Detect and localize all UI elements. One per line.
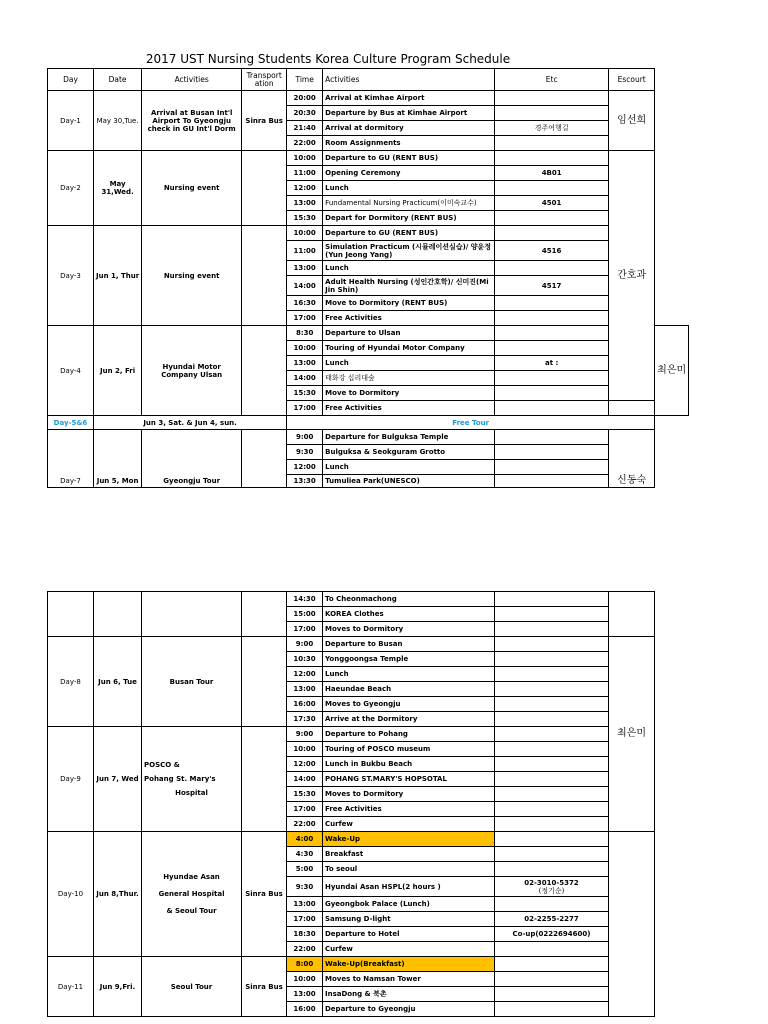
day7-cont-transport [242, 592, 287, 637]
etc-cell [495, 445, 609, 460]
day8-date: Jun 6, Tue [94, 637, 142, 727]
etc-cell [495, 987, 609, 1002]
etc-cell [495, 326, 609, 341]
activity-cell: Lunch [323, 181, 495, 196]
etc-cell [495, 592, 609, 607]
day10-day: Day-10 [48, 832, 94, 957]
time-cell: 13:00 [287, 897, 323, 912]
time-cell: 15:30 [287, 386, 323, 401]
day3-transport [242, 226, 287, 326]
day10-activities-line1: Hyundae Asan [163, 872, 220, 881]
etc-cell [495, 211, 609, 226]
time-cell: 10:00 [287, 341, 323, 356]
etc-cell: 02-2255-2277 [495, 912, 609, 927]
activity-cell: Moves to Namsan Tower [323, 972, 495, 987]
day1-transport: Sinra Bus [242, 91, 287, 151]
time-cell: 13:00 [287, 261, 323, 276]
day7-cont-activities [142, 592, 242, 637]
etc-cell [495, 91, 609, 106]
etc-cell: 4516 [495, 241, 609, 261]
activity-cell: Samsung D-light [323, 912, 495, 927]
activity-cell: Bulguksa & Seokguram Grotto [323, 445, 495, 460]
time-cell: 9:30 [287, 445, 323, 460]
activity-cell: Lunch [323, 667, 495, 682]
time-cell: 16:00 [287, 697, 323, 712]
activity-cell: Moves to Dormitory [323, 787, 495, 802]
day1-date: May 30,Tue. [94, 91, 142, 151]
activity-cell: Depart for Dormitory (RENT BUS) [323, 211, 495, 226]
etc-cell [495, 712, 609, 727]
day7-cont-date [94, 592, 142, 637]
time-cell: 14:00 [287, 772, 323, 787]
time-cell: 11:00 [287, 241, 323, 261]
activity-cell: Arrive at the Dormitory [323, 712, 495, 727]
activity-cell: Tumuliea Park(UNESCO) [323, 475, 495, 488]
etc-cell: 4501 [495, 196, 609, 211]
day10-escort [609, 832, 655, 1017]
free-tour-row [48, 416, 689, 430]
activity-cell: Departure to Gyeongju [323, 1002, 495, 1017]
etc-cell [495, 802, 609, 817]
etc-cell [495, 652, 609, 667]
day3-activities: Nursing event [142, 226, 242, 326]
time-cell: 22:00 [287, 942, 323, 957]
time-cell: 22:00 [287, 136, 323, 151]
activity-cell: Free Activities [323, 802, 495, 817]
day3-day: Day-3 [48, 226, 94, 326]
time-cell: 11:00 [287, 166, 323, 181]
etc-cell [495, 862, 609, 877]
day7-cont-escort [609, 592, 655, 637]
activity-cell: Free Activities [323, 311, 495, 326]
activity-cell: POHANG ST.MARY'S HOPSOTAL [323, 772, 495, 787]
day10-activities-line3: & Seoul Tour [166, 906, 217, 915]
activity-cell: Arrival at Kimhae Airport [323, 91, 495, 106]
time-cell: 16:30 [287, 296, 323, 311]
etc-cell [495, 637, 609, 652]
day56-date: Jun 3, Sat. & Jun 4, sun. [94, 416, 287, 430]
activity-cell: Moves to Gyeongju [323, 697, 495, 712]
time-cell: 5:00 [287, 862, 323, 877]
day11-transport: Sinra Bus [242, 957, 287, 1017]
etc-cell [495, 727, 609, 742]
activity-cell: Adult Health Nursing (성인간호학)/ 신미진(Mi Jin Shin) [323, 276, 495, 296]
day4-activities: Hyundai Motor Company Ulsan [142, 326, 242, 416]
activity-cell: Touring of Hyundai Motor Company [323, 341, 495, 356]
etc-cell [495, 972, 609, 987]
activity-cell: Departure for Bulguksa Temple [323, 430, 495, 445]
header-row [48, 69, 689, 91]
day9-transport [242, 727, 287, 832]
activity-cell: Departure to GU (RENT BUS) [323, 151, 495, 166]
etc-cell [495, 697, 609, 712]
time-cell: 22:00 [287, 817, 323, 832]
time-cell: 12:00 [287, 667, 323, 682]
day9-activities [142, 727, 242, 832]
activity-cell: Wake-Up [323, 832, 495, 847]
header-day: Day [48, 69, 94, 91]
time-cell: 9:30 [287, 877, 323, 897]
time-cell: 18:30 [287, 927, 323, 942]
time-cell: 9:00 [287, 637, 323, 652]
day4-day: Day-4 [48, 326, 94, 416]
time-cell: 8:30 [287, 326, 323, 341]
day10-date: Jun 8,Thur. [94, 832, 142, 957]
time-cell: 4:00 [287, 832, 323, 847]
activity-cell: Opening Ceremony [323, 166, 495, 181]
etc-cell: 경주여행길 [495, 121, 609, 136]
day7-date: Jun 5, Mon [94, 430, 142, 488]
time-cell: 9:00 [287, 727, 323, 742]
activity-cell: Departure to Ulsan [323, 326, 495, 341]
day9-escort: 최은미 [609, 637, 655, 832]
activity-cell: Lunch [323, 261, 495, 276]
etc-cell [495, 430, 609, 445]
page-title: 2017 UST Nursing Students Korea Culture Program Schedule [145, 52, 511, 66]
etc-cell [495, 847, 609, 862]
etc-cell [495, 682, 609, 697]
activity-cell: Curfew [323, 817, 495, 832]
activity-cell: Simulation Practicum (시뮬레이션실습)/ 양윤정(Yun Jeong Yang) [323, 241, 495, 261]
day7-cont-day [48, 592, 94, 637]
activity-cell: To Cheonmachong [323, 592, 495, 607]
etc-cell [495, 757, 609, 772]
day1-escort: 임선희 [609, 91, 655, 151]
activity-cell: Move to Dormitory [323, 386, 495, 401]
etc-cell [495, 475, 609, 488]
etc-cell [495, 772, 609, 787]
day2-day: Day-2 [48, 151, 94, 226]
etc-cell [495, 787, 609, 802]
header-activities: Activities [142, 69, 242, 91]
phone-number: 02-3010-5372 [524, 878, 579, 887]
day9-day: Day-9 [48, 727, 94, 832]
time-cell: 14:00 [287, 371, 323, 386]
time-cell: 13:00 [287, 196, 323, 211]
activity-cell: Haeundae Beach [323, 682, 495, 697]
header-activities-detail: Activities [323, 69, 495, 91]
etc-cell [495, 401, 609, 416]
etc-cell [495, 957, 609, 972]
time-cell: 17:00 [287, 912, 323, 927]
etc-cell [495, 742, 609, 757]
etc-cell [495, 136, 609, 151]
activity-cell: Moves to Dormitory [323, 622, 495, 637]
day4-escort: 최은미 [655, 326, 689, 416]
etc-cell: 4B01 [495, 166, 609, 181]
activity-cell: Lunch [323, 356, 495, 371]
etc-cell: Co-up(0222694600) [495, 927, 609, 942]
etc-cell [495, 106, 609, 121]
etc-cell: 4517 [495, 276, 609, 296]
etc-cell [495, 460, 609, 475]
time-cell: 15:30 [287, 787, 323, 802]
etc-cell [495, 877, 609, 897]
day9-activities-line1: POSCO & [144, 761, 180, 769]
time-cell: 12:00 [287, 181, 323, 196]
day11-date: Jun 9,Fri. [94, 957, 142, 1017]
day56-day: Day-5&6 [48, 416, 94, 430]
time-cell: 21:40 [287, 121, 323, 136]
etc-cell: at : [495, 356, 609, 371]
time-cell: 13:00 [287, 682, 323, 697]
day2-date: May 31,Wed. [94, 151, 142, 226]
day3-date: Jun 1, Thur [94, 226, 142, 326]
activity-cell: Lunch [323, 460, 495, 475]
etc-cell [495, 667, 609, 682]
day9-activities-line3: Hospital [175, 789, 208, 797]
time-cell: 10:00 [287, 226, 323, 241]
etc-cell [495, 296, 609, 311]
header-etc: Etc [495, 69, 609, 91]
time-cell: 14:00 [287, 276, 323, 296]
day8-activities: Busan Tour [142, 637, 242, 727]
time-cell: 4:30 [287, 847, 323, 862]
activity-cell: InsaDong & 북촌 [323, 987, 495, 1002]
time-cell: 12:00 [287, 460, 323, 475]
day9-date: Jun 7, Wed [94, 727, 142, 832]
day8-transport [242, 637, 287, 727]
contact-name: (정기순) [538, 886, 565, 895]
activity-cell: Lunch in Bukbu Beach [323, 757, 495, 772]
day4-date: Jun 2, Fri [94, 326, 142, 416]
day1-day: Day-1 [48, 91, 94, 151]
activity-cell: Yonggoongsa Temple [323, 652, 495, 667]
time-cell: 17:00 [287, 802, 323, 817]
time-cell: 20:30 [287, 106, 323, 121]
activity-cell: Hyundai Asan HSPL(2 hours ) [323, 877, 495, 897]
time-cell: 13:30 [287, 475, 323, 488]
activity-cell: Departure to Pohang [323, 727, 495, 742]
day10-transport: Sinra Bus [242, 832, 287, 957]
etc-cell [495, 311, 609, 326]
time-cell: 20:00 [287, 91, 323, 106]
activity-cell: Arrival at dormitory [323, 121, 495, 136]
day8-day: Day-8 [48, 637, 94, 727]
time-cell: 10:00 [287, 972, 323, 987]
day9-activities-line2: Pohang St. Mary's [144, 775, 216, 783]
day10-activities-line2: General Hospital [158, 889, 225, 898]
header-transport: Transport ation [242, 69, 287, 91]
activity-cell: Departure to Hotel [323, 927, 495, 942]
header-date: Date [94, 69, 142, 91]
time-cell: 12:00 [287, 757, 323, 772]
etc-cell [495, 371, 609, 386]
day11-activities: Seoul Tour [142, 957, 242, 1017]
schedule-table-bottom [47, 591, 655, 1017]
etc-cell [495, 341, 609, 356]
etc-cell [495, 1002, 609, 1017]
day56-label: Free Tour [287, 416, 655, 430]
day7-activities: Gyeongju Tour [142, 430, 242, 488]
activity-cell: Departure by Bus at Kimhae Airport [323, 106, 495, 121]
time-cell: 8:00 [287, 957, 323, 972]
activity-cell: Breakfast [323, 847, 495, 862]
time-cell: 10:00 [287, 742, 323, 757]
time-cell: 17:00 [287, 401, 323, 416]
activity-cell: Wake-Up(Breakfast) [323, 957, 495, 972]
activity-cell: Curfew [323, 942, 495, 957]
etc-cell [495, 261, 609, 276]
activity-cell: Room Assignments [323, 136, 495, 151]
etc-cell [495, 622, 609, 637]
etc-cell [495, 607, 609, 622]
day4-transport [242, 326, 287, 416]
activity-cell: Departure to Busan [323, 637, 495, 652]
activity-cell: Move to Dormitory (RENT BUS) [323, 296, 495, 311]
activity-cell: Gyeongbok Palace (Lunch) [323, 897, 495, 912]
time-cell: 13:00 [287, 356, 323, 371]
time-cell: 17:00 [287, 622, 323, 637]
day10-activities [142, 832, 242, 957]
day7-transport [242, 430, 287, 488]
header-time: Time [287, 69, 323, 91]
day2-activities: Nursing event [142, 151, 242, 226]
day7-day: Day-7 [48, 430, 94, 488]
day1-activities: Arrival at Busan Int'l Airport To Gyeongju check in GU Int'l Dorm [142, 91, 242, 151]
time-cell: 9:00 [287, 430, 323, 445]
day7-escort: 신동숙 [609, 430, 655, 488]
time-cell: 17:30 [287, 712, 323, 727]
time-cell: 17:00 [287, 311, 323, 326]
time-cell: 10:00 [287, 151, 323, 166]
time-cell: 13:00 [287, 987, 323, 1002]
activity-cell: Departure to GU (RENT BUS) [323, 226, 495, 241]
time-cell: 10:30 [287, 652, 323, 667]
day3-escort: 간호과 [609, 151, 655, 401]
time-cell: 14:30 [287, 592, 323, 607]
etc-cell [495, 832, 609, 847]
activity-cell: KOREA Clothes [323, 607, 495, 622]
activity-cell: Fundamental Nursing Practicum(이미숙교수) [323, 196, 495, 211]
day11-day: Day-11 [48, 957, 94, 1017]
etc-cell [495, 386, 609, 401]
etc-cell [495, 151, 609, 166]
etc-cell [495, 897, 609, 912]
etc-cell [495, 181, 609, 196]
time-cell: 15:30 [287, 211, 323, 226]
etc-cell [495, 817, 609, 832]
header-escort: Escourt [609, 69, 655, 91]
schedule-table-top [47, 68, 689, 488]
time-cell: 15:00 [287, 607, 323, 622]
etc-cell [495, 226, 609, 241]
activity-cell: 태화강 십리대숲 [323, 371, 495, 386]
etc-cell [495, 942, 609, 957]
activity-cell: Touring of POSCO museum [323, 742, 495, 757]
activity-cell: Free Activities [323, 401, 495, 416]
activity-cell: To seoul [323, 862, 495, 877]
time-cell: 16:00 [287, 1002, 323, 1017]
day2-transport [242, 151, 287, 226]
